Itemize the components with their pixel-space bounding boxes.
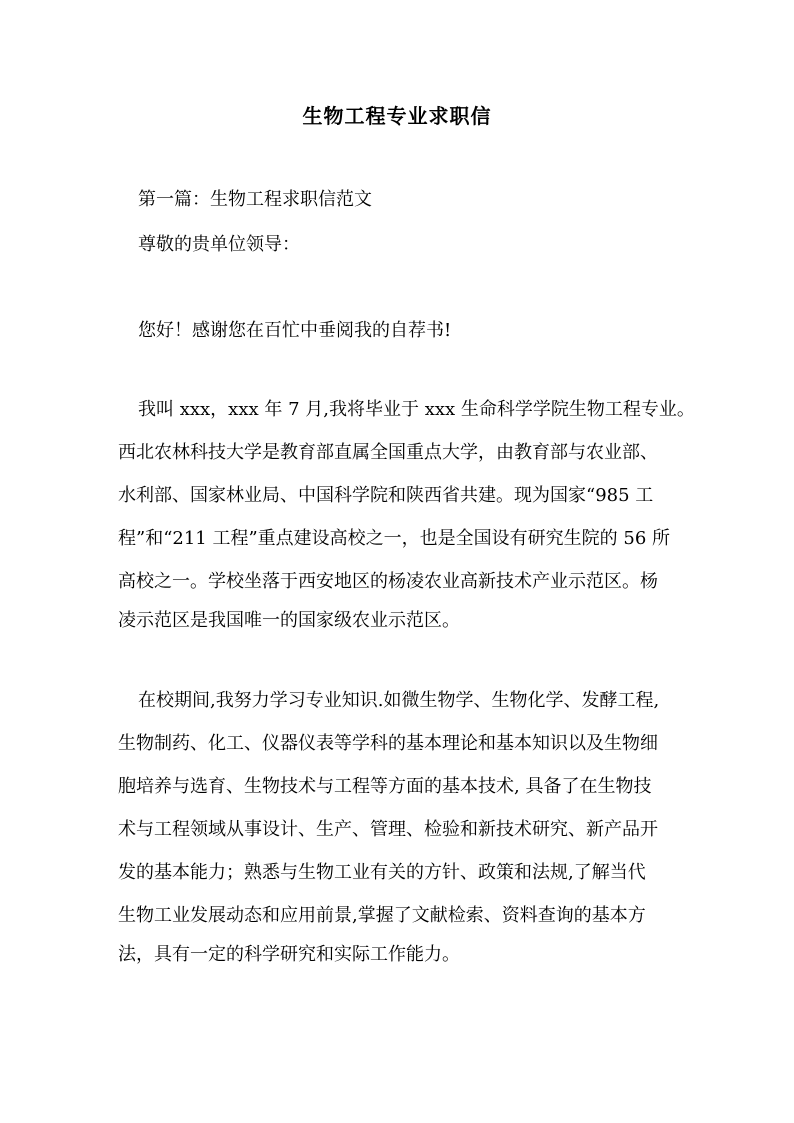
paragraph-line: 生物工业发展动态和应用前景,掌握了文献检索、资料查询的基本方 (118, 905, 646, 926)
paragraph-line: 术与工程领域从事设计、生产、管理、检验和新技术研究、新产品开 (118, 819, 658, 840)
paragraph-line: 在校期间,我努力学习专业知识.如微生物学、生物化学、发酵工程, (138, 690, 660, 711)
paragraph-line: 法，具有一定的科学研究和实际工作能力。 (118, 944, 460, 965)
paragraph-line: 发的基本能力；熟悉与生物工业有关的方针、政策和法规,了解当代 (118, 862, 646, 883)
paragraph-line: 高校之一。学校坐落于西安地区的杨凌农业高新技术产业示范区。杨 (118, 571, 658, 592)
paragraph-line: 胞培养与选育、生物技术与工程等方面的基本技术, 具备了在生物技 (118, 776, 652, 797)
paragraph-line: 我叫 xxx，xxx 年 7 月,我将毕业于 xxx 生命科学学院生物工程专业。 (138, 399, 695, 420)
greeting: 您好！感谢您在百忙中垂阅我的自荐书! (138, 320, 452, 341)
paragraph-line: 西北农林科技大学是教育部直属全国重点大学，由教育部与农业部、 (118, 442, 658, 463)
paragraph-line: 凌示范区是我国唯一的国家级农业示范区。 (118, 610, 460, 631)
document-title: 生物工程专业求职信 (302, 104, 492, 128)
paragraph-line: 生物制药、化工、仪器仪表等学科的基本理论和基本知识以及生物细 (118, 733, 658, 754)
section-heading: 第一篇：生物工程求职信范文 (138, 189, 372, 210)
salutation: 尊敬的贵单位领导： (138, 234, 300, 255)
paragraph-line: 程”和“211 工程”重点建设高校之一，也是全国设有研究生院的 56 所 (118, 528, 671, 549)
paragraph-line: 水利部、国家林业局、中国科学院和陕西省共建。现为国家“985 工 (118, 485, 654, 506)
